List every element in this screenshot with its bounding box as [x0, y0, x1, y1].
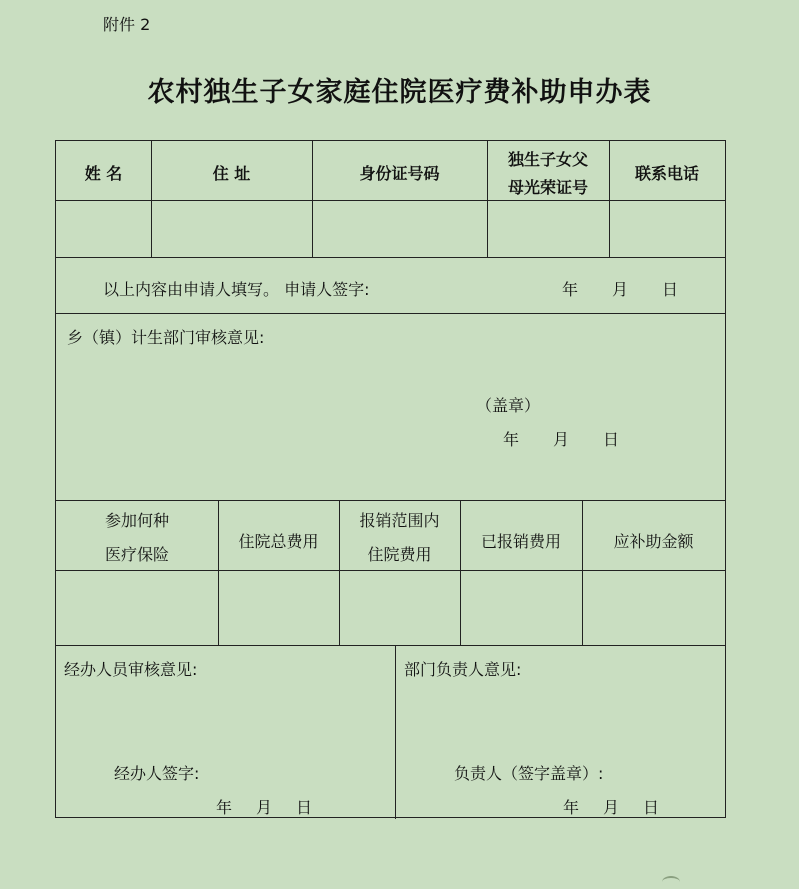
row-divider: [56, 200, 725, 201]
header-reimbursed: 已报销费用: [480, 532, 561, 551]
date-month: 月: [612, 280, 629, 299]
header-address: 住 址: [212, 164, 251, 183]
header-total-cost: 住院总费用: [238, 532, 319, 551]
watermark-fragment-icon: [662, 876, 680, 888]
handler-signature-label: 经办人签字:: [114, 764, 200, 783]
town-review-label: 乡（镇）计生部门审核意见:: [67, 328, 265, 347]
date-day: 日: [662, 280, 679, 299]
row-divider: [56, 570, 725, 571]
date-year: 年: [563, 798, 580, 817]
date-year: 年: [216, 798, 233, 817]
date-year: 年: [503, 430, 520, 449]
header-id-number: 身份证号码: [359, 164, 440, 183]
seal-label: （盖章）: [476, 396, 541, 415]
date-day: 日: [603, 430, 620, 449]
attachment-label: 附件 2: [103, 15, 151, 34]
dept-opinion-label: 部门负责人意见:: [404, 660, 522, 679]
row-divider: [56, 257, 725, 258]
col-divider: [151, 141, 152, 257]
col-divider: [609, 141, 610, 257]
col-divider: [395, 645, 396, 819]
row-divider: [56, 313, 725, 314]
header-name: 姓 名: [84, 164, 123, 183]
col-divider: [218, 500, 219, 645]
header-reimbursable-line2: 住院费用: [367, 545, 432, 564]
header-phone: 联系电话: [634, 164, 699, 183]
handler-opinion-label: 经办人员审核意见:: [64, 660, 198, 679]
row-divider: [56, 500, 725, 501]
date-month: 月: [553, 430, 570, 449]
header-honor-cert-line2: 母光荣证号: [507, 178, 588, 197]
header-insurance-line2: 医疗保险: [104, 545, 169, 564]
header-subsidy-amount: 应补助金额: [613, 532, 694, 551]
application-form-table: [55, 140, 726, 818]
row-divider: [56, 645, 725, 646]
form-title: 农村独生子女家庭住院医疗费补助申办表: [147, 77, 652, 108]
date-month: 月: [256, 798, 273, 817]
date-day: 日: [643, 798, 660, 817]
dept-signature-label: 负责人（签字盖章）:: [454, 764, 604, 783]
col-divider: [460, 500, 461, 645]
header-insurance-line1: 参加何种: [104, 511, 169, 530]
col-divider: [312, 141, 313, 257]
date-year: 年: [562, 280, 579, 299]
date-day: 日: [296, 798, 313, 817]
applicant-note: 以上内容由申请人填写。 申请人签字:: [103, 280, 370, 299]
header-honor-cert-line1: 独生子女父: [507, 150, 588, 169]
date-month: 月: [603, 798, 620, 817]
header-reimbursable-line1: 报销范围内: [359, 511, 440, 530]
col-divider: [582, 500, 583, 645]
